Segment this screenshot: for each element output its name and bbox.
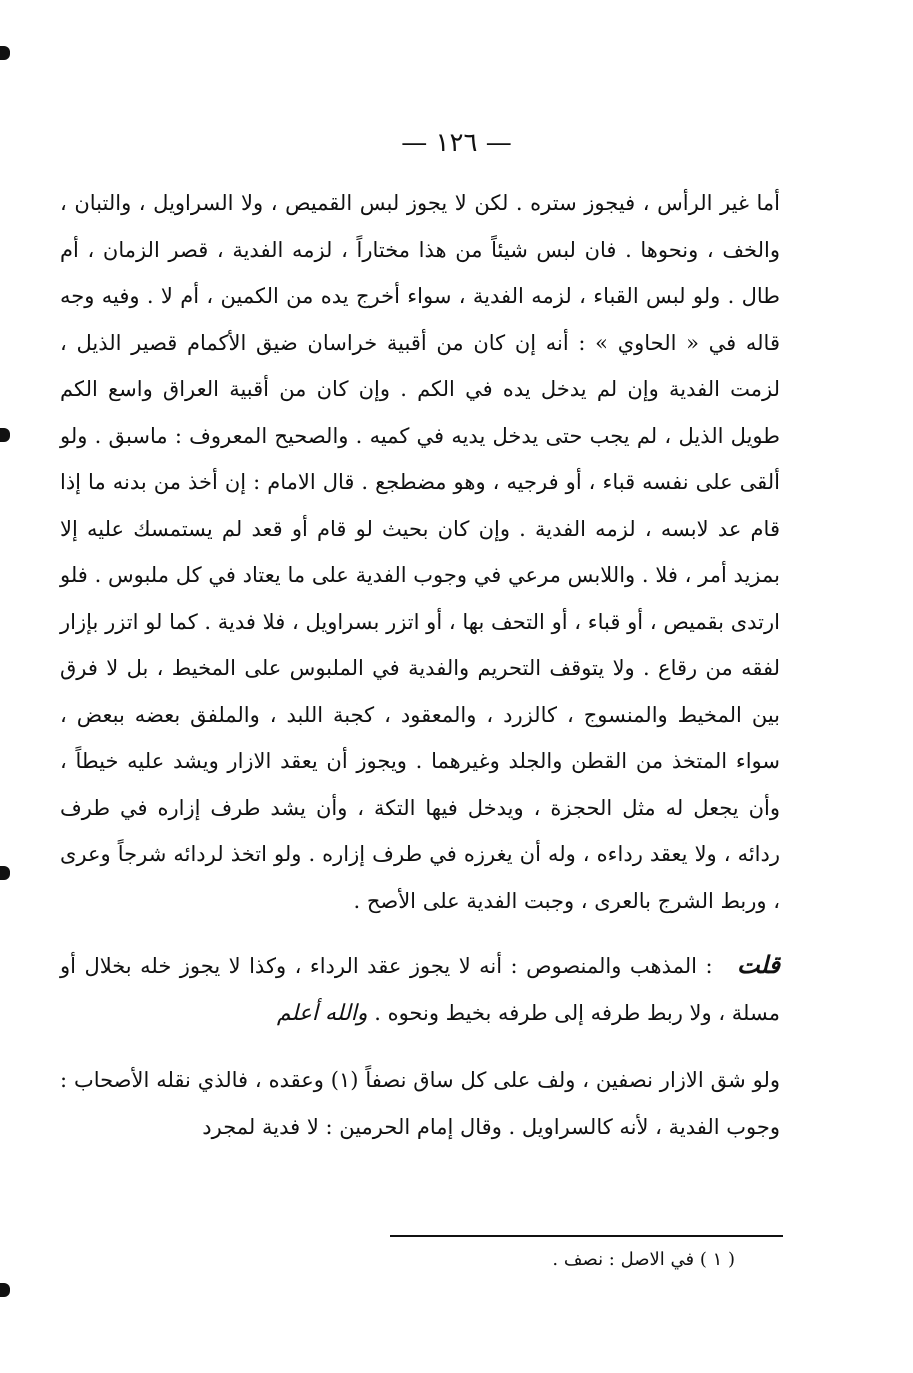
footnote: ( ١ ) في الاصل : نصف . [552, 1249, 735, 1270]
page-number: — ١٢٦ — [401, 128, 512, 158]
note-paragraph [60, 942, 780, 1037]
paragraph: ولو شق الازار نصفين ، ولف على كل ساق نصفاً (١) وعقده ، فالذي نقله الأصحاب : وجوب الفدية ، لأنه كالسراويل . وقال إمام الحرمين : لا فدية لمجرد [60, 1068, 780, 1139]
paragraph: أما غير الرأس ، فيجوز ستره . لكن لا يجوز لبس القميص ، ولا السراويل ، والتبان ، والخف ، ونحوها . فان لبس شيئاً من هذا مختاراً ، لزمه الفدية ، قصر الزمان ، أم طال . ولو لبس القباء ، لزمه الفدية ، سواء أخرج يده من الكمين ، أم لا . وفيه وجه قاله في « الحاوي » : أنه إن كان من أقبية خراسان ضيق الأكمام قصير الذيل ، لزمت الفدية وإن لم يدخل يده في الكم . وإن كان من أقبية العراق واسع الكم طويل الذيل ، لم يجب حتى يدخل يديه في كميه . والصحيح المعروف : ماسبق . ولو ألقى على نفسه قباء ، أو فرجيه ، وهو مضطجع . قال الامام : إن أخذ من بدنه ما إذا قام عد لابسه ، لزمه الفدية . وإن كان بحيث لو قام أو قعد لم يستمسك عليه إلا بمزيد أمر ، فلا . واللابس مرعي في وجوب الفدية على ما يعتاد في كل ملبوس . فلو ارتدى بقميص ، أو قباء ، أو التحف بها ، أو اتزر بسراويل ، فلا فدية . كما لو اتزر بإزار لفقه من رقاع . ولا يتوقف التحريم والفدية في الملبوس على المخيط ، بل لا فرق بين المخيط والمنسوج ، كالزرد ، والمعقود ، كجبة اللبد ، والملفق بعضه ببعض ، سواء المتخذ من القطن والجلد وغيرهما . ويجوز أن يعقد الازار ويشد عليه خيطاً ، وأن يجعل له مثل الحجزة ، ويدخل فيها التكة ، وأن يشد طرف إزاره في طرف ردائه ، ولا يعقد رداءه ، وله أن يغرزه في طرف إزاره . ولو اتخذ لردائه شرجاً وعرى ، وربط الشرج بالعرى ، وجبت الفدية على الأصح . [60, 191, 780, 913]
scan-edge-mark [0, 1283, 10, 1297]
scan-edge-mark [0, 866, 10, 880]
main-text [60, 180, 780, 1150]
note-text: : المذهب والمنصوص : أنه لا يجوز عقد الرداء ، وكذا لا يجوز خله بخلال أو مسلة ، ولا ربط طرفه إلى طرفه بخيط ونحوه . [60, 954, 780, 1025]
note-closing: والله أعلم [276, 1000, 368, 1026]
note-label: قلت [737, 950, 780, 979]
footnote-divider [390, 1235, 783, 1237]
scan-edge-mark [0, 428, 10, 442]
scan-edge-mark [0, 46, 10, 60]
